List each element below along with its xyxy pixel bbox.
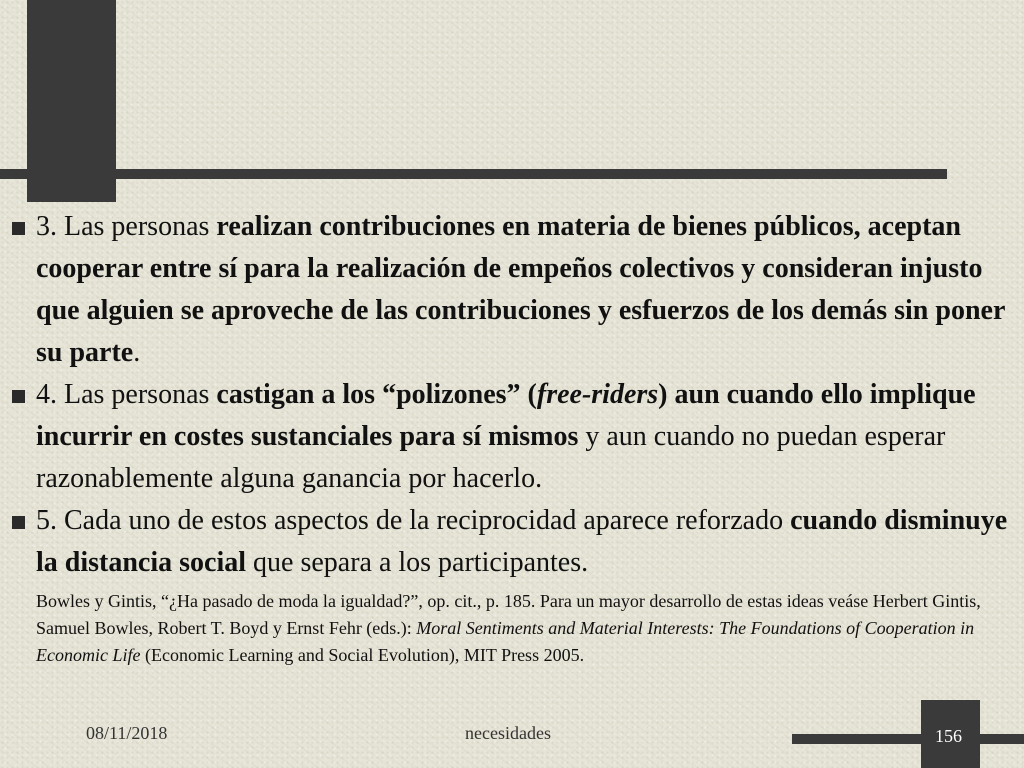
bullet-5 [0,500,1016,669]
bullet-text: 5. Cada uno de estos aspectos de la reciprocidad aparece reforzado [36,505,791,536]
bullet-bold-text: castigan a los “polizones” ( [216,379,537,410]
square-bullet-icon [12,222,25,235]
square-bullet-icon [12,516,25,529]
bullet-text: 3. Las personas [36,211,217,242]
footer-title: necesidades [465,723,551,743]
bullet-bold-text: realizan contribuciones en materia de bienes públicos, aceptan cooperar entre sí para la realización de empeños colectivos y consideran injusto que alguien se aproveche de las contribuciones y esfuerzos de los demás sin poner su parte [36,211,1005,368]
bullet-text: . [133,337,141,368]
bullet-text: 4. Las personas [36,379,217,410]
top-horizontal-rule [0,169,947,179]
bottom-horizontal-rule [792,734,1024,744]
bullet-4 [0,374,1016,500]
square-bullet-icon [12,390,25,403]
citation-note [36,588,996,669]
note-text: (Economic Learning and Social Evolution), MIT Press 2005. [140,645,585,665]
footer-date: 08/11/2018 [86,723,168,743]
bullet-text: que separa a los participantes. [246,547,589,578]
page-number: 156 [935,726,962,746]
bullet-bold-text: ) aun cuando ello implique incurrir en costes sustanciales para sí mismos [36,379,976,452]
slide-body [0,206,1024,669]
bullet-text: y aun cuando no puedan esperar razonablemente alguna ganancia por hacerlo. [36,421,946,494]
bullet-bold-italic-text: free-riders [536,379,659,410]
note-italic-title: Moral Sentiments and Material Interests: The Foundations of Cooperation in Economic Life [36,618,975,665]
bullet-3 [0,206,1016,374]
bullet-bold-text: cuando disminuye la distancia social [36,505,1008,578]
note-text: Bowles y Gintis, “¿Ha pasado de moda la igualdad?”, op. cit., p. 185. Para un mayor desarrollo de estas ideas veáse Herbert Gintis, Samuel Bowles, Robert T. Boyd y Ernst Fehr (eds.): [36,591,981,638]
